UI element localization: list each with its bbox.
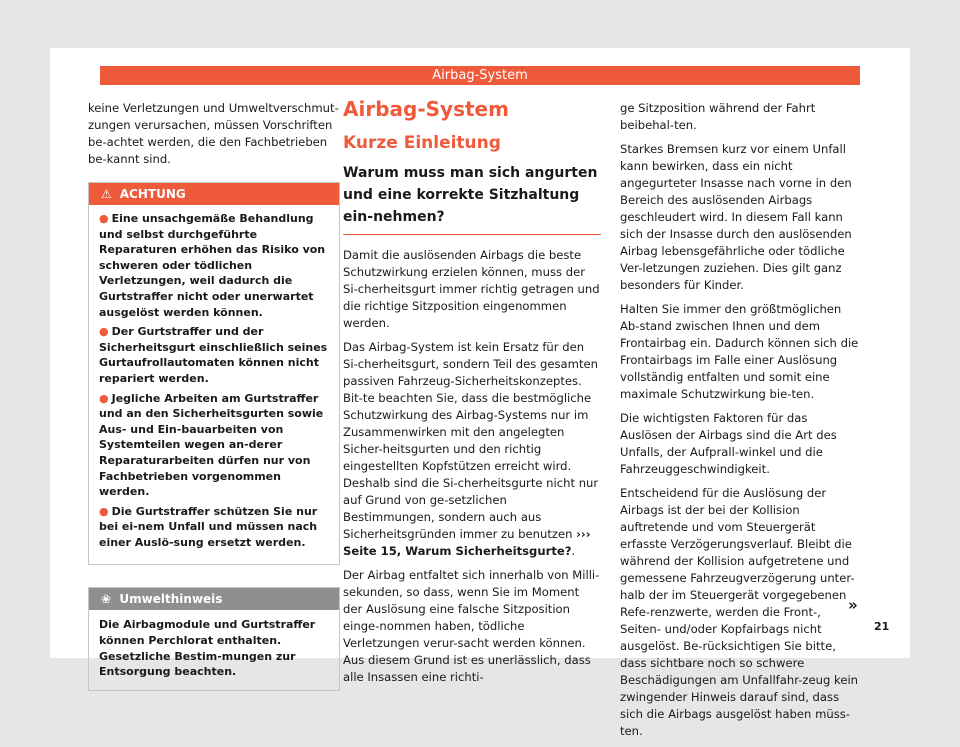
warning-triangle-icon: ⚠ <box>101 187 112 201</box>
question-heading: Warum muss man sich angurten und eine korrekte Sitzhaltung ein-nehmen? <box>343 165 598 225</box>
column-right <box>620 100 862 747</box>
bullet-icon: ● <box>99 325 109 339</box>
warning-item: ● Der Gurtstraffer und der Sicherheitsgurt einschließlich seines Gurtaufrollautomaten können nicht repariert werden. <box>99 325 328 385</box>
warning-item: ● Jegliche Arbeiten am Gurtstraffer und an den Sicherheitsgurten sowie Aus- und Ein-bauarbeiten von Systemteilen wegen an-derer Reparaturarbeiten dürfen nur von Fachbetrieben vorgenommen werden. <box>99 391 324 499</box>
page-number: 21 <box>874 620 890 633</box>
flower-icon: ❀ <box>101 592 112 607</box>
bullet-icon: ● <box>99 391 109 405</box>
warning-header <box>89 183 339 205</box>
body-paragraph: Das Airbag-System ist kein Ersatz für den Si-cherheitsgurt, sondern Teil des gesamten passiven Fahrzeug-Sicherheitskonzeptes. Bit-te beachten Sie, dass die bestmögliche Schutzwirkung des Airbag-Systems nur im Zusammenwirken mit den angelegten Sicher-heitsgurten und den richtig eingestellten Kopfstützen erreicht wird. Deshalb sind die Si-cherheitsgurte nicht nur auf Grund von ge-setzlichen Bestimmungen, sondern auch aus Sicherheitsgründen immer zu benutzen ››› Seite 15, Warum Sicherheitsgurte?. <box>343 340 599 558</box>
subsection-title: Kurze Einleitung <box>343 133 501 153</box>
running-header: Airbag-System <box>100 66 860 85</box>
environment-note-header <box>89 588 339 610</box>
cross-reference-link[interactable]: ››› Seite 15, Warum Sicherheitsgurte? <box>343 527 591 558</box>
environment-note-text: Die Airbagmodule und Gurtstraffer können Perchlorat enthalten. Gesetzliche Bestim-mungen zur Entsorgung beachten. <box>99 618 316 679</box>
body-paragraph: Starkes Bremsen kurz vor einem Unfall kann bewirken, dass ein nicht angegurteter Insasse nach vorne in den Bereich des auslösenden Airbags geschleudert wird. In diesem Fall kann sich der Insasse durch den auslösenden Airbag lebensgefährliche oder tödliche Ver-letzungen zuziehen. Dies gilt ganz besonders für Kinder. <box>620 142 852 292</box>
warning-box <box>88 182 340 565</box>
warning-item: ● Die Gurtstraffer schützen Sie nur bei ei-nem Unfall und müssen nach einer Auslö-sung ersetzt werden. <box>99 504 318 549</box>
body-paragraph: Der Airbag entfaltet sich innerhalb von Milli-sekunden, so dass, wenn Sie im Moment der Auslösung eine falsche Sitzposition einge-nommen haben, tödliche Verletzungen verur-sacht werden können. Aus diesem Grund ist es unerlässlich, dass alle Insassen eine richti- <box>343 568 600 684</box>
environment-note-box <box>88 587 340 690</box>
warning-body <box>89 205 339 564</box>
column-middle <box>343 96 601 693</box>
bullet-icon: ● <box>99 212 109 225</box>
body-paragraph: Damit die auslösenden Airbags die beste Schutzwirkung erzielen können, muss der Si-cherheitsgurt immer richtig getragen und die richtige Sitzposition eingenommen werden. <box>343 248 600 330</box>
warning-item: ● Eine unsachgemäße Behandlung und selbst durchgeführte Reparaturen erhöhen das Risiko von schweren oder tödlichen Verletzungen, weil dadurch die Gurtstraffer nicht oder unerwartet ausgelöst werden können. <box>99 212 326 319</box>
continue-marker: » <box>848 596 858 614</box>
body-paragraph: Entscheidend für die Auslösung der Airbags ist der bei der Kollision auftretende und vom Steuergerät erfasste Verzögerungsverlauf. Bleibt die während der Kollision aufgetretene und gemessene Fahrzeugverzögerung unter-halb der im Steuergerät vorgegebenen Refe-renzwerte, werden die Front-, Seiten- und/oder Kopfairbags nicht ausgelöst. Be-rücksichtigen Sie bitte, dass sichtbare noch so schwere Beschädigungen am Unfallfahr-zeug kein zwingender Hinweis darauf sind, dass sich die Airbags ausgelöst haben müss-ten. <box>620 486 859 738</box>
body-paragraph: ge Sitzposition während der Fahrt beibehal-ten. <box>620 101 816 132</box>
section-title: Airbag-System <box>343 97 509 121</box>
column-left <box>88 100 340 691</box>
environment-note-title: Umwelthinweis <box>119 592 223 607</box>
heading-rule <box>343 234 601 235</box>
body-paragraph: Halten Sie immer den größtmöglichen Ab-stand zwischen Ihnen und dem Frontairbag ein. Dadurch können sich die Frontairbags im Falle einer Auslösung vollständig entfalten und somit eine maximale Schutzwirkung bie-ten. <box>620 302 859 401</box>
body-paragraph: Die wichtigsten Faktoren für das Auslösen der Airbags sind die Art des Unfalls, der Aufprall-winkel und die Fahrzeuggeschwindigkeit. <box>620 411 837 476</box>
warning-title: ACHTUNG <box>119 187 186 201</box>
bullet-icon: ● <box>99 504 109 518</box>
intro-paragraph: keine Verletzungen und Umweltverschmut-zungen verursachen, müssen Vorschriften be-achtet werden, die den Fachbetrieben be-kannt sind. <box>88 101 339 166</box>
